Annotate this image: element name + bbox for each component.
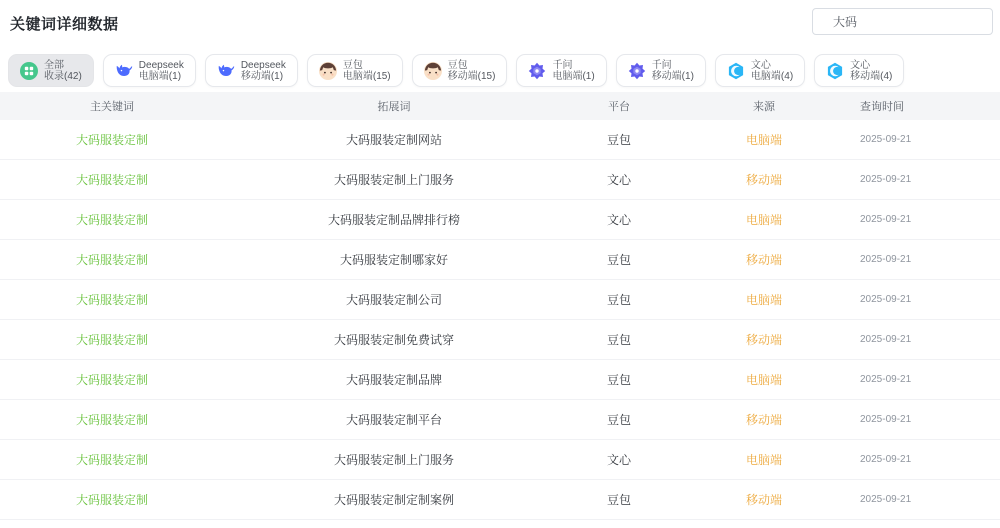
table-row[interactable] <box>0 400 1000 440</box>
table-row[interactable] <box>0 320 1000 360</box>
chip-label-top: 千问 <box>651 59 672 71</box>
table-row[interactable] <box>0 440 1000 480</box>
cell-source: 移动端 <box>745 253 782 267</box>
chip-label-top: 文心 <box>850 59 871 71</box>
wenxin-icon <box>727 62 745 80</box>
cell-query-time: 2025-09-21 <box>860 294 912 305</box>
chip-label-bottom: 电脑端(1) <box>138 70 182 82</box>
cell-query-time: 2025-09-21 <box>860 174 912 185</box>
doubao-icon <box>319 62 337 80</box>
cell-source: 电脑端 <box>745 213 782 227</box>
deepseek-icon <box>217 62 235 80</box>
chip-label-top: 豆包 <box>342 59 363 71</box>
page-title: 关键词详细数据 <box>10 16 119 33</box>
chip-label-bottom: 电脑端(4) <box>750 70 794 82</box>
table-row[interactable] <box>0 360 1000 400</box>
cell-expanded-word: 大码服装定制上门服务 <box>333 173 454 187</box>
cell-query-time: 2025-09-21 <box>860 254 912 265</box>
cell-source: 移动端 <box>745 333 782 347</box>
cell-query-time: 2025-09-21 <box>860 134 912 145</box>
chip-label-bottom: 移动端(1) <box>651 70 694 82</box>
cell-source: 电脑端 <box>745 453 782 467</box>
filter-chip[interactable] <box>205 54 298 87</box>
cell-source: 移动端 <box>745 173 782 187</box>
qwen-icon <box>628 62 646 80</box>
cell-source: 电脑端 <box>745 133 782 147</box>
filter-chip[interactable] <box>616 54 706 87</box>
chip-label-bottom: 移动端(1) <box>240 70 284 82</box>
cell-platform: 豆包 <box>606 253 631 267</box>
cell-main-keyword[interactable]: 大码服装定制 <box>75 493 148 507</box>
cell-expanded-word: 大码服装定制定制案例 <box>333 493 454 507</box>
doubao-icon <box>424 62 442 80</box>
filter-chip[interactable] <box>103 54 196 87</box>
deepseek-icon <box>115 62 133 80</box>
table-row[interactable] <box>0 480 1000 520</box>
wenxin-icon <box>826 62 844 80</box>
cell-expanded-word: 大码服装定制品牌 <box>345 373 442 387</box>
chip-label-bottom: 移动端(4) <box>850 70 893 82</box>
cell-platform: 豆包 <box>606 373 631 387</box>
cell-source: 移动端 <box>745 413 782 427</box>
filter-chip[interactable] <box>715 54 805 87</box>
cell-expanded-word: 大码服装定制上门服务 <box>333 453 454 467</box>
col-header-platform: 平台 <box>608 101 630 113</box>
table-row[interactable] <box>0 120 1000 160</box>
cell-platform: 豆包 <box>606 333 631 347</box>
cell-query-time: 2025-09-21 <box>860 334 912 345</box>
cell-platform: 豆包 <box>606 413 631 427</box>
cell-platform: 豆包 <box>606 493 631 507</box>
col-header-source: 来源 <box>753 101 775 113</box>
chip-label-bottom: 电脑端(1) <box>552 70 595 82</box>
table-row[interactable] <box>0 240 1000 280</box>
cell-main-keyword[interactable]: 大码服装定制 <box>75 213 148 227</box>
filter-chip-bar <box>8 54 904 87</box>
chip-label-top: 文心 <box>750 59 771 71</box>
cell-main-keyword[interactable]: 大码服装定制 <box>75 373 148 387</box>
col-header-time: 查询时间 <box>860 101 904 113</box>
filter-chip[interactable] <box>516 54 606 87</box>
cell-main-keyword[interactable]: 大码服装定制 <box>75 413 148 427</box>
cell-expanded-word: 大码服装定制平台 <box>345 413 442 427</box>
col-header-expanded: 拓展词 <box>377 101 411 113</box>
cell-source: 移动端 <box>745 493 782 507</box>
cell-query-time: 2025-09-21 <box>860 494 912 505</box>
cell-query-time: 2025-09-21 <box>860 214 912 225</box>
filter-chip[interactable] <box>307 54 403 87</box>
cell-query-time: 2025-09-21 <box>860 454 912 465</box>
keyword-table <box>0 92 1000 520</box>
table-row[interactable] <box>0 280 1000 320</box>
table-header-row <box>0 92 1000 120</box>
cell-expanded-word: 大码服装定制网站 <box>345 133 442 147</box>
cell-main-keyword[interactable]: 大码服装定制 <box>75 293 148 307</box>
chip-label-top: 豆包 <box>447 59 468 71</box>
chip-label-bottom: 电脑端(15) <box>342 70 391 82</box>
cell-main-keyword[interactable]: 大码服装定制 <box>75 333 148 347</box>
table-body <box>0 120 1000 520</box>
chip-label-bottom: 移动端(15) <box>447 70 496 82</box>
chip-label-top: Deepseek <box>240 59 286 71</box>
cell-expanded-word: 大码服装定制哪家好 <box>339 253 448 267</box>
cell-query-time: 2025-09-21 <box>860 374 912 385</box>
cell-main-keyword[interactable]: 大码服装定制 <box>75 253 148 267</box>
chip-label-top: 千问 <box>552 59 573 71</box>
chip-label-top: 全部 <box>44 59 64 71</box>
cell-expanded-word: 大码服装定制品牌排行榜 <box>327 213 460 227</box>
cell-query-time: 2025-09-21 <box>860 414 912 425</box>
cell-source: 电脑端 <box>745 373 782 387</box>
cell-expanded-word: 大码服装定制公司 <box>345 293 442 307</box>
cell-platform: 文心 <box>606 173 631 187</box>
qwen-icon <box>528 62 546 80</box>
cell-platform: 豆包 <box>606 133 631 147</box>
cell-expanded-word: 大码服装定制免费试穿 <box>333 333 454 347</box>
cell-main-keyword[interactable]: 大码服装定制 <box>75 133 148 147</box>
cell-platform: 豆包 <box>606 293 631 307</box>
search-input[interactable] <box>812 8 993 35</box>
filter-chip[interactable] <box>412 54 508 87</box>
col-header-keyword: 主关键词 <box>90 101 134 113</box>
chip-label-bottom: 收录(42) <box>44 70 82 82</box>
cell-main-keyword[interactable]: 大码服装定制 <box>75 453 148 467</box>
filter-chip[interactable] <box>814 54 904 87</box>
all-records-icon <box>20 62 38 80</box>
cell-main-keyword[interactable]: 大码服装定制 <box>75 173 148 187</box>
cell-platform: 文心 <box>606 453 631 467</box>
chip-label-top: Deepseek <box>138 59 184 71</box>
cell-platform: 文心 <box>606 213 631 227</box>
table-row[interactable] <box>0 160 1000 200</box>
table-row[interactable] <box>0 200 1000 240</box>
filter-chip[interactable] <box>8 54 94 87</box>
cell-source: 电脑端 <box>745 293 782 307</box>
